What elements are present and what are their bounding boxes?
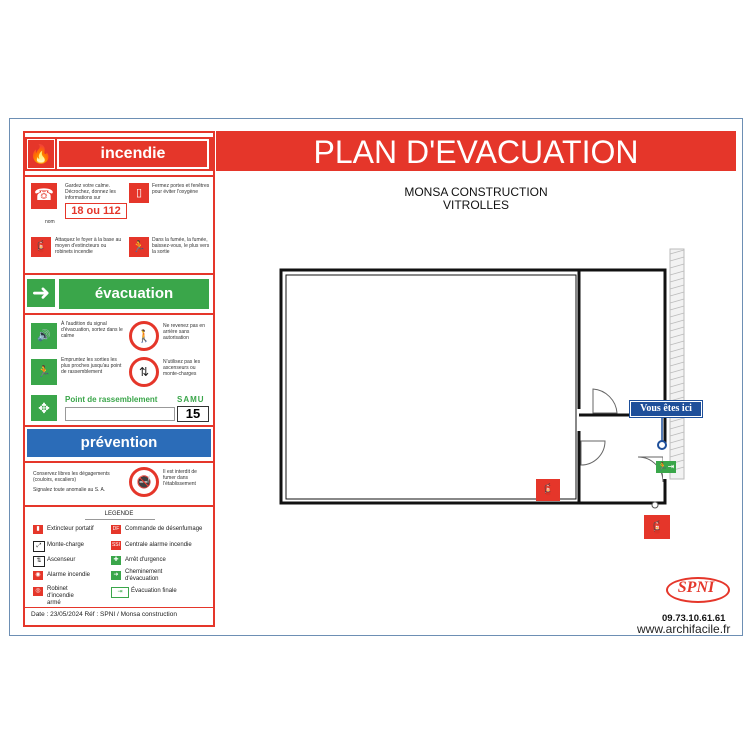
samu-number: 15 <box>177 406 209 422</box>
keep-clear-text: Conservez libres les dégagements (couloirs, escaliers) <box>33 471 110 483</box>
legend-left-1: Monte-charge <box>47 542 85 548</box>
smoke-control-legend-icon: DF <box>112 526 120 532</box>
exit-runner-icon: 🏃 <box>31 359 57 385</box>
legend-right-4: Évacuation finale <box>131 588 177 594</box>
report-text: Signalez toute anomalie au S. A. <box>33 487 106 493</box>
legend-right-3: Cheminement d'évacuation <box>125 569 163 582</box>
extinguisher-use-icon: 🧯 <box>31 237 51 257</box>
fire-extinguisher-icon: 🧯 <box>536 479 560 501</box>
legend-left-4: Robinet d'incendie armé <box>47 586 74 606</box>
legend-right-0: Commande de désenfumage <box>125 526 203 532</box>
extinguisher-legend-icon: ▮ <box>33 525 43 534</box>
no-smoking-icon: 🚭 <box>129 467 159 497</box>
close-door-icon: ▯ <box>129 183 149 203</box>
goods-lift-legend-icon: ⤢ <box>33 541 45 552</box>
floor-plan <box>10 119 742 635</box>
no-lift-text: N'utilisez pas les ascenseurs ou monte-charges <box>163 359 201 377</box>
close-doors-text: Fermez portes et fenêtres pour éviter l'oxygène <box>152 183 210 195</box>
emergency-number: 18 ou 112 <box>65 203 127 219</box>
archifacile-watermark: www.archifacile.fr <box>637 622 731 636</box>
building-walls <box>281 270 665 503</box>
assembly-point-label: Point de rassemblement <box>65 395 158 404</box>
alarm-sound-icon: 🔊 <box>31 323 57 349</box>
no-elevator-icon: ⇅ <box>129 357 159 387</box>
phone-icon: ☎ <box>31 183 57 209</box>
assembly-point-icon: ✥ <box>31 395 57 421</box>
alarm-text: À l'audition du signal d'évacuation, sortez dans le calme <box>61 321 123 339</box>
legend-left-2: Ascenseur <box>47 557 76 563</box>
samu-label: SAMU <box>177 395 205 404</box>
company-name: MONSA CONSTRUCTION <box>404 185 548 199</box>
evacuation-route-legend-icon: ➜ <box>111 571 121 580</box>
spni-logo: SPNI <box>666 575 730 605</box>
extinguish-text: Attaquez le foyer à la base au moyen d'extincteurs ou robinets incendie <box>55 237 122 255</box>
you-are-here-label: Vous êtes ici <box>630 401 702 417</box>
name-label: nom <box>45 219 55 225</box>
fire-icon: 🔥 <box>27 139 55 169</box>
evacuation-label: évacuation <box>59 279 209 309</box>
exit-text: Empruntez les sorties les plus proches jusqu'au point de rassemblement <box>61 357 122 375</box>
prevention-label: prévention <box>27 429 211 457</box>
incendie-label: incendie <box>57 139 209 169</box>
fire-panel-legend-icon: SSI <box>111 542 121 548</box>
assembly-marker <box>652 502 658 508</box>
elevator-legend-icon: ⇅ <box>33 556 45 567</box>
smoke-crawl-icon: 🏃 <box>129 237 149 257</box>
legend-right-1: Centrale alarme incendie <box>125 542 192 548</box>
company-phone: 09.73.10.61.61 <box>662 613 726 624</box>
arrow-right-icon: ➜ <box>27 279 55 307</box>
call-instructions: Gardez votre calme. Décrochez, donnez les informations sur <box>65 183 116 201</box>
final-exit-legend-icon: ⇥ <box>111 587 129 598</box>
legend-left-3: Alarme incendie <box>47 572 91 578</box>
legend-right-2: Arrêt d'urgence <box>125 557 166 563</box>
no-return-icon: 🚶 <box>129 321 159 351</box>
fire-hose-legend-icon: ◎ <box>33 587 43 596</box>
smoke-text: Dans la fumée, la fumée, baissez-vous, le plus vers la sortie <box>152 237 210 255</box>
alarm-legend-icon: ◉ <box>33 571 43 580</box>
legend-title: LEGENDE <box>104 511 134 517</box>
main-hall-outline <box>286 275 576 499</box>
emergency-stop-legend-icon: ✚ <box>111 556 121 565</box>
footer-reference: Date : 23/05/2024 Réf : SPNI / Monsa construction <box>31 611 177 618</box>
emergency-exit-sign-icon: 🏃⇥ <box>657 462 675 471</box>
fire-extinguisher-exterior-icon: 🧯 <box>644 515 670 539</box>
city-name: VITROLLES <box>442 198 510 212</box>
legend-left-0: Extincteur portatif <box>47 526 94 532</box>
you-are-here-marker <box>658 441 666 449</box>
exterior-hatch <box>670 249 684 479</box>
no-smoke-text: Il est interdit de fumer dans l'établissement <box>163 469 197 487</box>
page-title: PLAN D'EVACUATION <box>216 131 736 171</box>
evacuation-plan-sheet <box>9 118 743 636</box>
no-return-text: Ne revenez pas en arrière sans autorisation <box>163 323 205 341</box>
